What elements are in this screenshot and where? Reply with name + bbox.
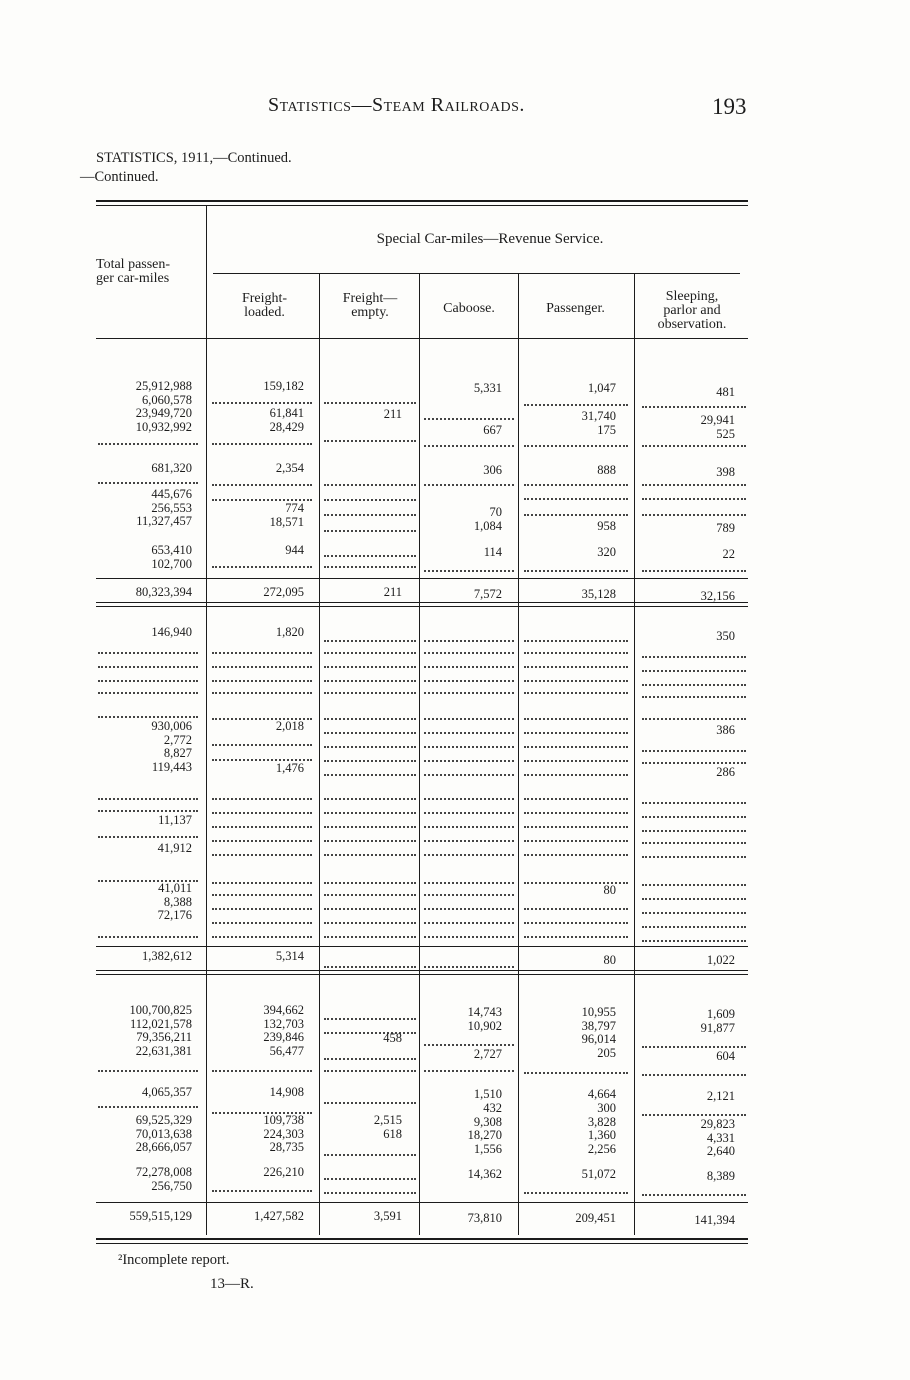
dotted-leader: [424, 690, 514, 694]
dotted-leader: [424, 730, 514, 734]
dotted-leader: [212, 441, 312, 445]
dotted-leader: [642, 694, 746, 698]
dotted-leader: [324, 796, 416, 800]
dotted-leader: [642, 482, 746, 486]
cell-freight-empty: 2,515 618: [373, 1113, 402, 1141]
cell-passenger: 35,128: [581, 587, 616, 601]
dotted-leader: [324, 482, 416, 486]
dotted-leader: [324, 758, 416, 762]
dotted-leader: [424, 1042, 514, 1046]
dotted-leader: [642, 828, 746, 832]
dotted-leader: [324, 664, 416, 668]
dotted-leader: [524, 1070, 628, 1074]
dotted-leader: [424, 678, 514, 682]
dotted-leader: [642, 654, 746, 658]
cell-freight-empty: 211: [383, 407, 402, 421]
cell-freight-empty: 458: [383, 1031, 402, 1045]
dotted-leader: [642, 1192, 746, 1196]
cell-freight-loaded: 774 18,571: [269, 501, 304, 529]
dotted-leader: [324, 1190, 416, 1194]
cell-passenger: 300 3,828 1,360 2,256: [587, 1101, 616, 1156]
dotted-leader: [324, 810, 416, 814]
dotted-leader: [324, 400, 416, 404]
dotted-leader: [424, 852, 514, 856]
dotted-leader: [424, 964, 514, 968]
dotted-leader: [324, 1176, 416, 1180]
dotted-leader: [324, 920, 416, 924]
span-header-rule: [213, 273, 740, 274]
dotted-leader: [324, 964, 416, 968]
column-header-sleeping-parlor-observation: Sleeping, parlor and observation.: [657, 289, 727, 332]
dotted-leader: [642, 1044, 746, 1048]
dotted-leader: [524, 638, 628, 642]
dotted-leader: [524, 402, 628, 406]
cell-total-passenger-car-miles: 681,320: [151, 461, 192, 475]
dotted-leader: [642, 938, 746, 942]
cell-freight-loaded: 394,662 132,703 239,846 56,477: [263, 1003, 304, 1058]
dotted-leader: [642, 443, 746, 447]
dotted-leader: [642, 496, 746, 500]
cell-sleeping-parlor: 350: [716, 629, 735, 643]
dotted-leader: [212, 564, 312, 568]
cell-sleeping-parlor: 481: [716, 385, 735, 399]
cell-sleeping-parlor: 1,609 91,877: [700, 1007, 735, 1035]
dotted-leader: [424, 892, 514, 896]
total-rule: [96, 1202, 748, 1203]
dotted-leader: [324, 650, 416, 654]
dotted-leader: [212, 838, 312, 842]
cell-passenger: 51,072: [581, 1167, 616, 1181]
column-header-total-passenger-car-miles: Total passen- ger car-miles: [96, 257, 171, 286]
cell-caboose: 5,331: [473, 381, 502, 395]
dotted-leader: [424, 664, 514, 668]
cell-freight-empty: 3,591: [373, 1209, 402, 1223]
footnote: ²Incomplete report.: [118, 1252, 230, 1268]
dotted-leader: [98, 690, 198, 694]
dotted-leader: [524, 512, 628, 516]
cell-total-passenger-car-miles: 100,700,825 112,021,578 79,356,211 22,631,381: [129, 1003, 192, 1058]
dotted-leader: [524, 852, 628, 856]
cell-freight-loaded: 1,820: [275, 625, 304, 639]
dotted-leader: [424, 758, 514, 762]
dotted-leader: [642, 512, 746, 516]
dotted-leader: [424, 638, 514, 642]
dotted-leader: [524, 796, 628, 800]
dotted-leader: [424, 880, 514, 884]
dotted-leader: [424, 744, 514, 748]
dotted-leader: [642, 896, 746, 900]
dotted-leader: [324, 892, 416, 896]
column-header-freight-empty: Freight— empty.: [342, 291, 398, 320]
dotted-leader: [642, 760, 746, 764]
dotted-leader: [212, 824, 312, 828]
dotted-leader: [524, 744, 628, 748]
cell-freight-loaded: 1,476: [275, 761, 304, 775]
dotted-leader: [324, 564, 416, 568]
dotted-leader: [212, 1068, 312, 1072]
cell-passenger: 31,740 175: [581, 409, 616, 437]
dotted-leader: [424, 1068, 514, 1072]
dotted-leader: [324, 906, 416, 910]
dotted-leader: [642, 814, 746, 818]
column-separator: [518, 273, 519, 1235]
dotted-leader: [524, 568, 628, 572]
dotted-leader: [642, 924, 746, 928]
dotted-leader: [98, 441, 198, 445]
dotted-leader: [98, 834, 198, 838]
dotted-leader: [212, 796, 312, 800]
cell-caboose: 432 9,308 18,270 1,556: [467, 1101, 502, 1156]
dotted-leader: [524, 482, 628, 486]
table-title: STATISTICS, 1911,—Continued.: [96, 150, 292, 166]
cell-sleeping-parlor: 32,156: [700, 589, 735, 603]
cell-total-passenger-car-miles: 930,006 2,772 8,827 119,443: [151, 719, 192, 774]
cell-passenger: 10,955 38,797 96,014 205: [581, 1005, 616, 1060]
cell-freight-loaded: 1,427,582: [254, 1209, 304, 1223]
dotted-leader: [212, 690, 312, 694]
cell-sleeping-parlor: 604: [716, 1049, 735, 1063]
dotted-leader: [642, 854, 746, 858]
cell-total-passenger-car-miles: 80,323,394: [135, 585, 192, 599]
cell-total-passenger-car-miles: 559,515,129: [129, 1209, 192, 1223]
cell-caboose: 2,727: [473, 1047, 502, 1061]
cell-total-passenger-car-miles: 146,940: [151, 625, 192, 639]
dotted-leader: [424, 920, 514, 924]
subtotal-rule: [96, 946, 748, 947]
dotted-leader: [324, 1100, 416, 1104]
cell-freight-loaded: 944: [285, 543, 304, 557]
dotted-leader: [212, 1188, 312, 1192]
dotted-leader: [98, 934, 198, 938]
cell-total-passenger-car-miles: 25,912,988 6,060,578 23,949,720 10,932,992: [135, 379, 192, 434]
dotted-leader: [98, 808, 198, 812]
cell-caboose: 14,362: [467, 1167, 502, 1181]
running-head: Statistics—Steam Railroads.: [268, 94, 525, 116]
dotted-leader: [424, 796, 514, 800]
dotted-leader: [324, 838, 416, 842]
dotted-leader: [324, 824, 416, 828]
cell-caboose: 114: [483, 545, 502, 559]
cell-freight-loaded: 2,354: [275, 461, 304, 475]
dotted-leader: [324, 716, 416, 720]
dotted-leader: [324, 1068, 416, 1072]
dotted-leader: [98, 1104, 198, 1108]
dotted-leader: [212, 650, 312, 654]
dotted-leader: [324, 638, 416, 642]
dotted-leader: [524, 772, 628, 776]
dotted-leader: [642, 568, 746, 572]
cell-passenger: 888: [597, 463, 616, 477]
table-subtitle: —Continued.: [80, 169, 159, 185]
cell-sleeping-parlor: 8,389: [706, 1169, 735, 1183]
dotted-leader: [642, 910, 746, 914]
dotted-leader: [524, 443, 628, 447]
dotted-leader: [424, 568, 514, 572]
dotted-leader: [98, 796, 198, 800]
dotted-leader: [324, 744, 416, 748]
cell-passenger: 958: [597, 519, 616, 533]
cell-sleeping-parlor: 2,121: [706, 1089, 735, 1103]
dotted-leader: [642, 668, 746, 672]
dotted-leader: [212, 880, 312, 884]
cell-caboose: 1,510: [473, 1087, 502, 1101]
dotted-leader: [424, 934, 514, 938]
dotted-leader: [212, 852, 312, 856]
dotted-leader: [642, 748, 746, 752]
dotted-leader: [524, 920, 628, 924]
top-rule-inner: [96, 205, 748, 206]
cell-freight-loaded: 2,018: [275, 719, 304, 733]
dotted-leader: [642, 800, 746, 804]
dotted-leader: [424, 443, 514, 447]
dotted-leader: [212, 934, 312, 938]
dotted-leader: [524, 496, 628, 500]
column-separator: [634, 273, 635, 1235]
dotted-leader: [212, 810, 312, 814]
dotted-leader: [324, 438, 416, 442]
cell-total-passenger-car-miles: 11,137: [158, 813, 192, 827]
dotted-leader: [324, 730, 416, 734]
dotted-leader: [424, 906, 514, 910]
dotted-leader: [212, 482, 312, 486]
column-header-special-car-miles: Special Car-miles—Revenue Service.: [376, 231, 604, 247]
dotted-leader: [212, 920, 312, 924]
subtotal-rule-under: [96, 974, 748, 975]
cell-caboose: 70 1,084: [473, 505, 502, 533]
cell-total-passenger-car-miles: 69,525,329 70,013,638 28,666,057: [135, 1113, 192, 1154]
subtotal-rule-under: [96, 970, 748, 971]
dotted-leader: [98, 650, 198, 654]
cell-passenger: 1,047: [587, 381, 616, 395]
cell-passenger: 4,664: [587, 1087, 616, 1101]
cell-sleeping-parlor: 29,941 525: [700, 413, 735, 441]
dotted-leader: [524, 716, 628, 720]
dotted-leader: [324, 528, 416, 532]
cell-total-passenger-car-miles: 72,278,008 256,750: [135, 1165, 192, 1193]
cell-freight-loaded: 109,738 224,303 28,735: [263, 1113, 304, 1154]
column-separator: [419, 273, 420, 1235]
dotted-leader: [98, 714, 198, 718]
dotted-leader: [324, 678, 416, 682]
dotted-leader: [212, 678, 312, 682]
dotted-leader: [324, 512, 416, 516]
cell-caboose: 667: [483, 423, 502, 437]
dotted-leader: [524, 730, 628, 734]
dotted-leader: [524, 690, 628, 694]
dotted-leader: [324, 553, 416, 557]
dotted-leader: [424, 650, 514, 654]
dotted-leader: [324, 1152, 416, 1156]
column-separator: [319, 273, 320, 1235]
dotted-leader: [324, 934, 416, 938]
cell-sleeping-parlor: 398: [716, 465, 735, 479]
dotted-leader: [212, 892, 312, 896]
dotted-leader: [642, 404, 746, 408]
dotted-leader: [424, 810, 514, 814]
dotted-leader: [424, 772, 514, 776]
bottom-rule: [96, 1238, 748, 1240]
dotted-leader: [524, 810, 628, 814]
dotted-leader: [98, 664, 198, 668]
cell-total-passenger-car-miles: 445,676 256,553 11,327,457: [136, 487, 192, 528]
dotted-leader: [524, 838, 628, 842]
cell-sleeping-parlor: 141,394: [694, 1213, 735, 1227]
cell-sleeping-parlor: 1,022: [706, 953, 735, 967]
dotted-leader: [424, 416, 514, 420]
dotted-leader: [642, 1072, 746, 1076]
cell-freight-empty: 211: [383, 585, 402, 599]
cell-total-passenger-car-miles: 41,011 8,388 72,176: [157, 881, 192, 922]
dotted-leader: [524, 758, 628, 762]
column-header-freight-loaded: Freight- loaded.: [241, 291, 288, 320]
dotted-leader: [424, 838, 514, 842]
dotted-leader: [212, 664, 312, 668]
cell-passenger: 80: [603, 883, 616, 897]
subtotal-rule: [96, 578, 748, 579]
dotted-leader: [642, 716, 746, 720]
bottom-rule-inner: [96, 1243, 748, 1244]
top-rule: [96, 200, 748, 202]
dotted-leader: [524, 664, 628, 668]
dotted-leader: [524, 934, 628, 938]
column-separator: [206, 205, 207, 1235]
dotted-leader: [424, 824, 514, 828]
page-number: 193: [712, 94, 747, 119]
dotted-leader: [642, 840, 746, 844]
dotted-leader: [524, 824, 628, 828]
cell-freight-loaded: 226,210: [263, 1165, 304, 1179]
dotted-leader: [524, 906, 628, 910]
cell-caboose: 73,810: [467, 1211, 502, 1225]
dotted-leader: [98, 1068, 198, 1072]
cell-caboose: 14,743 10,902: [467, 1005, 502, 1033]
cell-passenger: 320: [597, 545, 616, 559]
cell-caboose: 306: [483, 463, 502, 477]
cell-total-passenger-car-miles: 653,410 102,700: [151, 543, 192, 571]
cell-freight-loaded: 272,095: [263, 585, 304, 599]
dotted-leader: [424, 716, 514, 720]
cell-total-passenger-car-miles: 41,912: [157, 841, 192, 855]
cell-freight-loaded: 14,908: [269, 1085, 304, 1099]
column-header-passenger: Passenger.: [546, 301, 605, 316]
dotted-leader: [524, 650, 628, 654]
dotted-leader: [98, 678, 198, 682]
cell-passenger: 80: [603, 953, 616, 967]
cell-sleeping-parlor: 22: [722, 547, 735, 561]
dotted-leader: [324, 1016, 416, 1020]
folio: 13—R.: [210, 1276, 254, 1292]
cell-total-passenger-car-miles: 4,065,357: [142, 1085, 192, 1099]
dotted-leader: [324, 852, 416, 856]
cell-freight-loaded: 5,314: [275, 949, 304, 963]
dotted-leader: [324, 1056, 416, 1060]
dotted-leader: [324, 772, 416, 776]
dotted-leader: [642, 1112, 746, 1116]
dotted-leader: [212, 742, 312, 746]
cell-total-passenger-car-miles: 1,382,612: [142, 949, 192, 963]
dotted-leader: [642, 682, 746, 686]
dotted-leader: [424, 482, 514, 486]
cell-sleeping-parlor: 386: [716, 723, 735, 737]
dotted-leader: [324, 880, 416, 884]
dotted-leader: [524, 1190, 628, 1194]
dotted-leader: [324, 690, 416, 694]
header-bottom-rule: [96, 338, 748, 339]
subtotal-rule-under: [96, 606, 748, 607]
cell-sleeping-parlor: 789: [716, 521, 735, 535]
cell-freight-loaded: 159,182 61,841 28,429: [263, 379, 304, 434]
cell-sleeping-parlor: 286: [716, 765, 735, 779]
dotted-leader: [642, 882, 746, 886]
cell-caboose: 7,572: [473, 587, 502, 601]
dotted-leader: [212, 906, 312, 910]
dotted-leader: [98, 480, 198, 484]
dotted-leader: [324, 497, 416, 501]
column-header-caboose: Caboose.: [443, 301, 495, 316]
dotted-leader: [524, 678, 628, 682]
cell-sleeping-parlor: 29,823 4,331 2,640: [700, 1117, 735, 1158]
cell-passenger: 209,451: [575, 1211, 616, 1225]
